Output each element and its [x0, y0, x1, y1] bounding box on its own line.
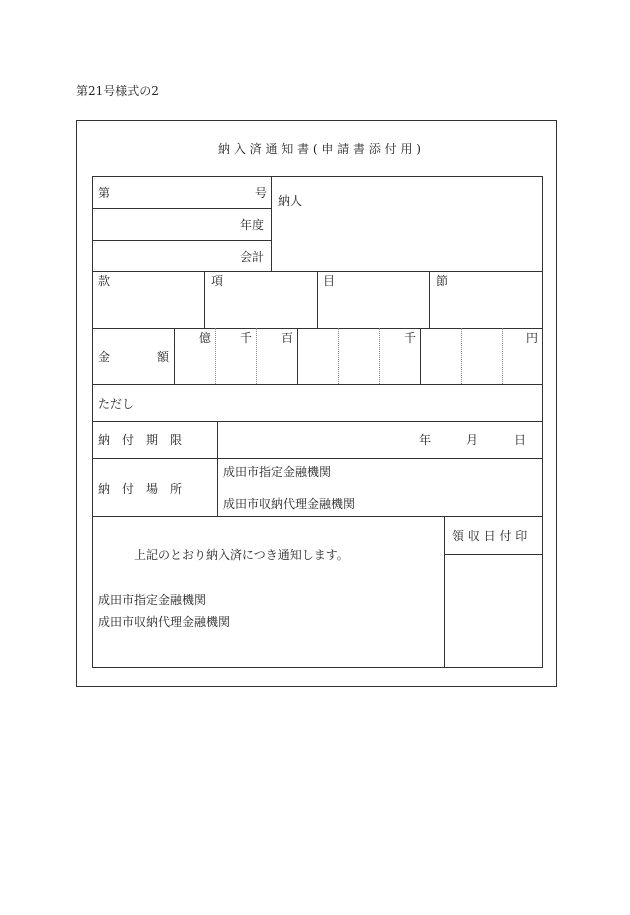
setsu-label: 節 — [436, 274, 449, 288]
divider — [297, 328, 298, 384]
divider — [204, 271, 205, 328]
digit-divider — [256, 328, 257, 384]
unit-sen-1: 千 — [240, 331, 253, 345]
divider — [217, 421, 218, 516]
divider — [271, 176, 272, 272]
divider — [92, 458, 543, 459]
amount-label-1: 金 — [98, 350, 111, 364]
amount-label-2: 額 — [157, 350, 170, 364]
due-date-label: 納 付 期 限 — [98, 433, 183, 447]
digit-divider — [379, 328, 380, 384]
unit-oku: 億 — [199, 331, 212, 345]
account-label: 会計 — [240, 250, 265, 264]
notice-bank-1: 成田市指定金融機関 — [98, 593, 207, 607]
divider — [420, 328, 421, 384]
divider — [92, 421, 543, 422]
payer-label: 納人 — [278, 194, 303, 208]
notice-text: 上記のとおり納入済につき通知します。 — [134, 548, 349, 562]
unit-hyaku: 百 — [281, 331, 294, 345]
due-month-label: 月 — [466, 433, 479, 447]
form-id: 第21号様式の2 — [76, 84, 159, 98]
payment-bank-1: 成田市指定金融機関 — [223, 465, 332, 479]
kan-label: 款 — [98, 274, 111, 288]
moku-label: 目 — [323, 274, 336, 288]
divider — [429, 271, 430, 328]
stamp-label: 領 収 日 付 印 — [452, 529, 528, 543]
digit-divider — [502, 328, 503, 384]
divider — [92, 516, 543, 517]
divider — [92, 208, 272, 209]
number-suffix: 号 — [255, 186, 268, 200]
payment-place-label: 納 付 場 所 — [98, 482, 183, 496]
divider — [92, 328, 543, 329]
notice-bank-2: 成田市収納代理金融機関 — [98, 615, 231, 629]
stamp-area — [445, 555, 542, 667]
digit-divider — [215, 328, 216, 384]
digit-divider — [338, 328, 339, 384]
kou-label: 項 — [211, 274, 224, 288]
unit-sen-2: 千 — [404, 331, 417, 345]
payment-bank-2: 成田市収納代理金融機関 — [223, 497, 356, 511]
digit-divider — [461, 328, 462, 384]
due-year-label: 年 — [419, 433, 432, 447]
divider — [174, 328, 175, 384]
divider — [317, 271, 318, 328]
unit-yen: 円 — [526, 331, 539, 345]
divider — [92, 384, 543, 385]
document-title: 納 入 済 通 知 書 ( 申 請 書 添 付 用 ) — [218, 142, 421, 156]
proviso-label: ただし — [98, 397, 135, 411]
fiscal-year-label: 年度 — [240, 218, 265, 232]
due-day-label: 日 — [514, 433, 527, 447]
divider — [92, 240, 272, 241]
number-prefix: 第 — [98, 186, 111, 200]
